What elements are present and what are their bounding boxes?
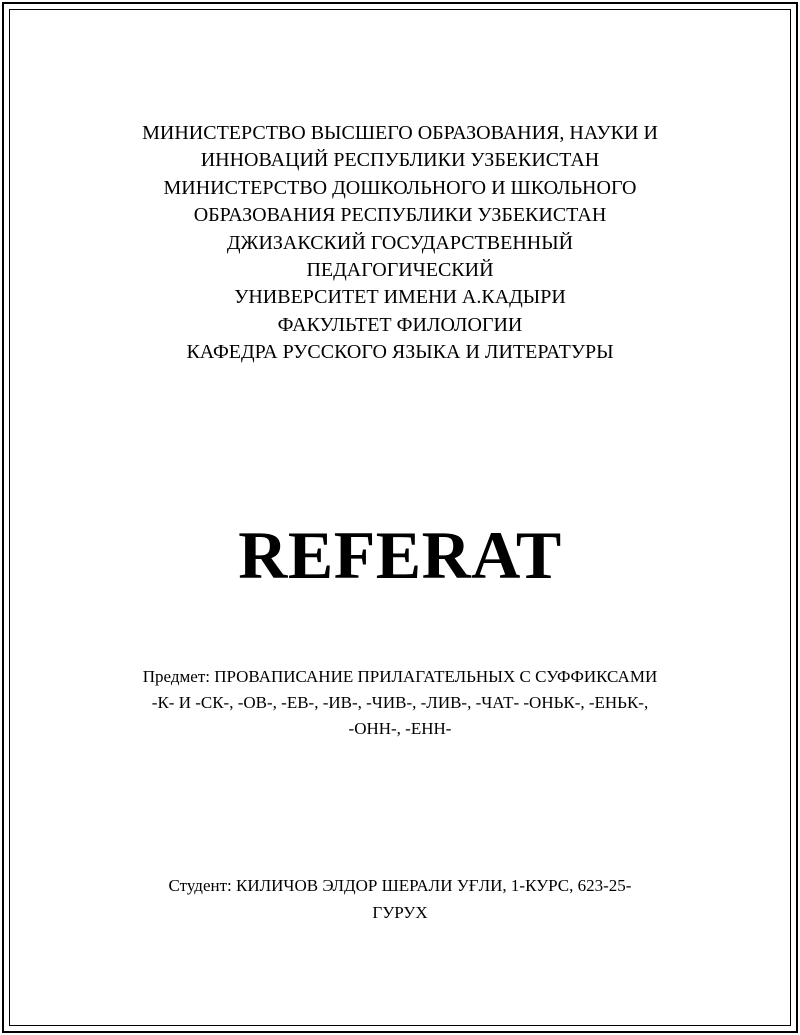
student-block [0, 872, 800, 926]
header-line: ФАКУЛЬТЕТ ФИЛОЛОГИИ [277, 313, 523, 336]
document-title: REFERAT [238, 517, 562, 593]
header-line: МИНИСТЕРСТВО ВЫСШЕГО ОБРАЗОВАНИЯ, НАУКИ И [142, 122, 658, 144]
subject-block [0, 664, 800, 742]
header-line: МИНИСТЕРСТВО ДОШКОЛЬНОГО И ШКОЛЬНОГО [163, 176, 637, 199]
student-line: Студент: КИЛИЧОВ ЭЛДОР ШЕРАЛИ УҒЛИ, 1-КУРС, 623-25- [168, 876, 632, 895]
header-line: КАФЕДРА РУССКОГО ЯЗЫКА И ЛИТЕРАТУРЫ [186, 341, 614, 364]
header-line: ОБРАЗОВАНИЯ РЕСПУБЛИКИ УЗБЕКИСТАН [193, 204, 607, 227]
header-line: ИННОВАЦИЙ РЕСПУБЛИКИ УЗБЕКИСТАН [200, 149, 600, 172]
header-line: ПЕДАГОГИЧЕСКИЙ [306, 259, 494, 282]
header-line: ДЖИЗАКСКИЙ ГОСУДАРСТВЕННЫЙ [226, 231, 574, 254]
subject-line: -ОНН-, -ЕНН- [348, 719, 452, 738]
subject-line: -К- И -СК-, -ОВ-, -ЕВ-, -ИВ-, -ЧИВ-, -ЛИВ-, -ЧАТ- -ОНЬК-, -ЕНЬК-, [151, 693, 649, 712]
student-line: ГУРУХ [372, 903, 428, 922]
header-line: УНИВЕРСИТЕТ ИМЕНИ А.КАДЫРИ [234, 286, 566, 309]
subject-line: Предмет: ПРОВАПИСАНИЕ ПРИЛАГАТЕЛЬНЫХ С СУФФИКСАМИ [142, 667, 658, 686]
institution-header [0, 120, 800, 367]
